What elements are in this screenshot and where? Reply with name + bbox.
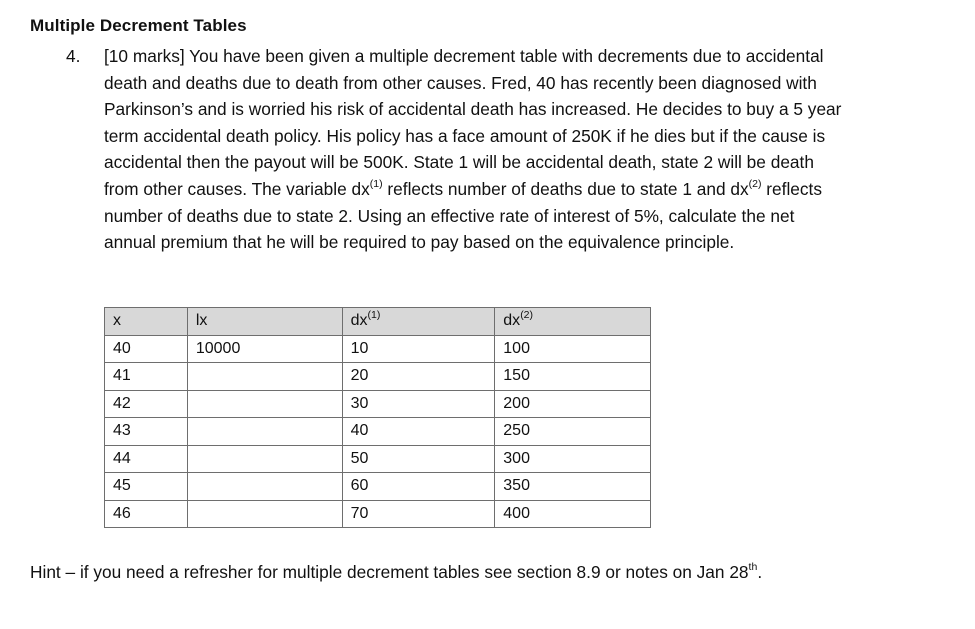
question-line-6c: reflects [766, 178, 822, 199]
question-line-6a: from other causes. The variable dx [104, 178, 370, 199]
header-dx1-base: dx [350, 312, 368, 330]
cell-dx1: 20 [342, 363, 495, 391]
table-row [105, 473, 651, 501]
cell-dx1: 60 [342, 473, 495, 501]
header-dx2-base: dx [503, 312, 521, 330]
question-line-6 [104, 176, 954, 203]
question-4 [66, 43, 956, 256]
cell-x: 46 [105, 500, 188, 528]
hint-superscript: th [748, 561, 758, 574]
cell-dx1: 50 [342, 445, 495, 473]
header-dx2 [495, 308, 651, 336]
cell-dx1: 40 [342, 418, 495, 446]
table-row [105, 445, 651, 473]
cell-dx2: 250 [495, 418, 651, 446]
cell-lx [187, 500, 342, 528]
table-row [105, 418, 651, 446]
header-dx1 [342, 308, 495, 336]
table-row [105, 500, 651, 528]
cell-x: 41 [105, 363, 188, 391]
table-row [105, 390, 651, 418]
cell-dx2: 100 [495, 335, 651, 363]
question-line-8: annual premium that he will be required to pay based on the equivalence principle. [104, 232, 735, 253]
cell-lx [187, 473, 342, 501]
cell-lx [187, 418, 342, 446]
cell-x: 43 [105, 418, 188, 446]
multiple-decrement-table [104, 307, 651, 528]
question-line-6b: reflects number of deaths due to state 1 and dx [387, 178, 749, 199]
cell-dx2: 200 [495, 390, 651, 418]
hint-body: Hint – if you need a refresher for multiple decrement tables see section 8.9 or notes on Jan 28 [30, 562, 749, 582]
cell-x: 40 [105, 335, 188, 363]
cell-dx1: 70 [342, 500, 495, 528]
cell-x: 44 [105, 445, 188, 473]
cell-dx1: 10 [342, 335, 495, 363]
question-line-2: death and deaths due to death from other causes. Fred, 40 has recently been diagnosed with [104, 72, 817, 93]
cell-x: 42 [105, 390, 188, 418]
cell-dx1: 30 [342, 390, 495, 418]
question-line-4: term accidental death policy. His policy has a face amount of 250K if he dies but if the cause is [104, 125, 826, 146]
cell-dx2: 350 [495, 473, 651, 501]
hint-text [30, 560, 762, 584]
cell-lx [187, 363, 342, 391]
cell-lx [187, 445, 342, 473]
question-line-3: Parkinson’s and is worried his risk of accidental death has increased. He decides to buy a 5 year [104, 99, 842, 120]
header-dx1-sup: (1) [367, 308, 381, 321]
header-lx: lx [187, 308, 342, 336]
section-title: Multiple Decrement Tables [30, 16, 247, 35]
cell-dx2: 300 [495, 445, 651, 473]
cell-dx2: 400 [495, 500, 651, 528]
table-row [105, 363, 651, 391]
question-line-1: [10 marks] You have been given a multiple decrement table with decrements due to accidental [104, 46, 824, 66]
question-text [104, 43, 954, 256]
table-row [105, 335, 651, 363]
cell-x: 45 [105, 473, 188, 501]
hint-period: . [757, 562, 763, 582]
superscript-state-2: (2) [748, 178, 762, 191]
cell-lx [187, 390, 342, 418]
question-number: 4. [66, 46, 81, 66]
header-x: x [105, 308, 188, 336]
header-dx2-sup: (2) [520, 308, 534, 321]
cell-dx2: 150 [495, 363, 651, 391]
cell-lx: 10000 [187, 335, 342, 363]
superscript-state-1: (1) [369, 178, 383, 191]
question-line-7: number of deaths due to state 2. Using an effective rate of interest of 5%, calculate the net [104, 205, 795, 226]
question-line-5: accidental then the payout will be 500K. State 1 will be accidental death, state 2 will be death [104, 152, 814, 173]
table-header-row [105, 308, 651, 336]
